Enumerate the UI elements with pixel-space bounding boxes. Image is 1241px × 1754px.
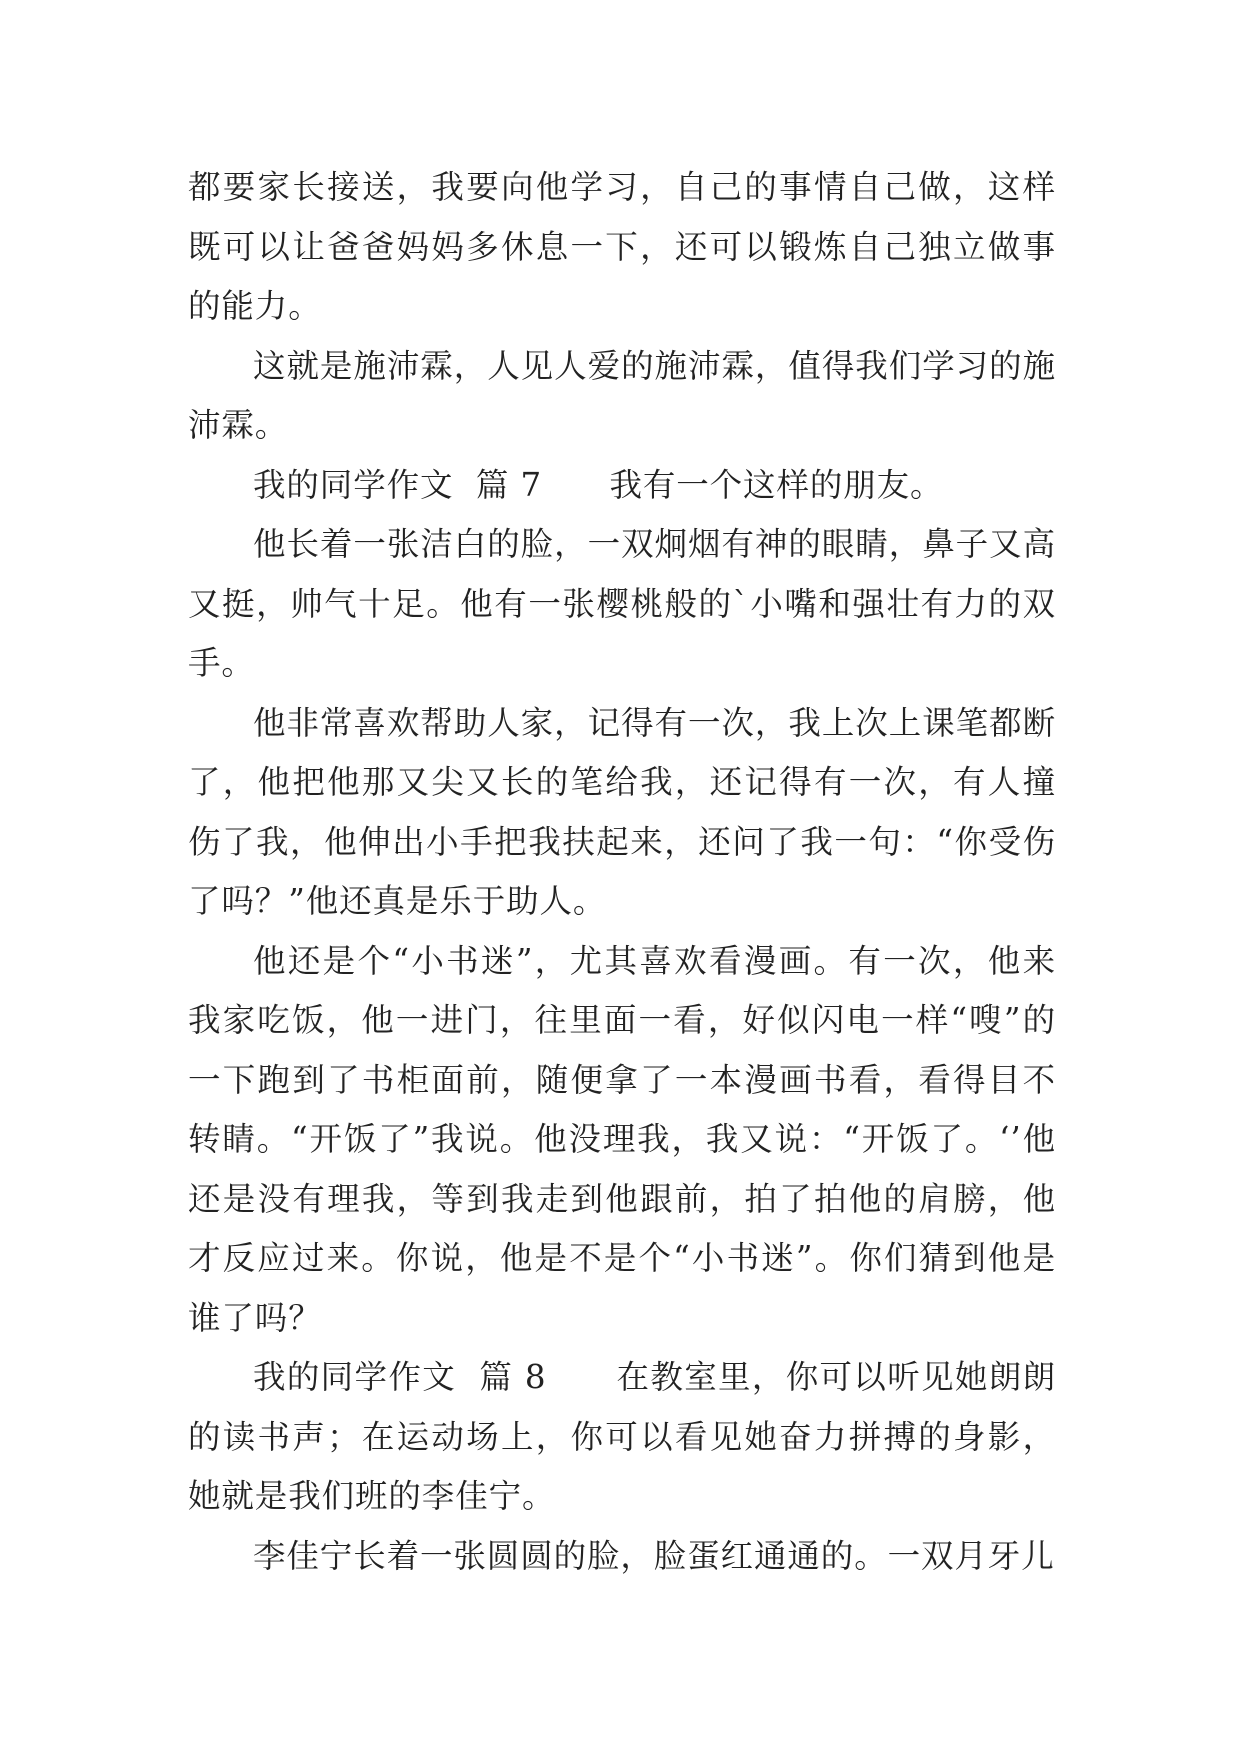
essay-heading-8: 我的同学作文 篇 8 在教室里，你可以听见她朗朗的读书声；在运动场上，你可以看见她奋力拼搏的身影，她就是我们班的李佳宁。 <box>188 1358 1056 1515</box>
paragraph: 他长着一张洁白的脸，一双炯烟有神的眼睛，鼻子又高又挺，帅气十足。他有一张樱桃般的`小嘴和强壮有力的双手。 <box>188 525 1056 682</box>
paragraph: 李佳宁长着一张圆圆的脸，脸蛋红通通的。一双月牙儿 <box>253 1536 1055 1575</box>
essay-text-block <box>188 158 1056 1586</box>
essay-heading-7: 我的同学作文 篇 7 我有一个这样的朋友。 <box>253 465 944 504</box>
paragraph: 这就是施沛霖，人见人爱的施沛霖，值得我们学习的施沛霖。 <box>188 346 1056 444</box>
paragraph: 他还是个“小书迷”，尤其喜欢看漫画。有一次，他来我家吃饭，他一进门，往里面一看，好似闪电一样“嗖”的一下跑到了书柜面前，随便拿了一本漫画书看，看得目不转睛。“开饭了”我说。他没理我，我又说：“开饭了。‘’他还是没有理我，等到我走到他跟前，拍了拍他的肩膀，他才反应过来。你说，他是不是个“小书迷”。你们猜到他是谁了吗？ <box>188 941 1056 1337</box>
paragraph-continuation: 都要家长接送，我要向他学习，自己的事情自己做，这样既可以让爸爸妈妈多休息一下，还可以锻炼自己独立做事的能力。 <box>188 168 1056 325</box>
paragraph: 他非常喜欢帮助人家，记得有一次，我上次上课笔都断了，他把他那又尖又长的笔给我，还记得有一次，有人撞伤了我，他伸出小手把我扶起来，还问了我一句：“你受伤了吗？”他还真是乐于助人。 <box>188 703 1056 920</box>
